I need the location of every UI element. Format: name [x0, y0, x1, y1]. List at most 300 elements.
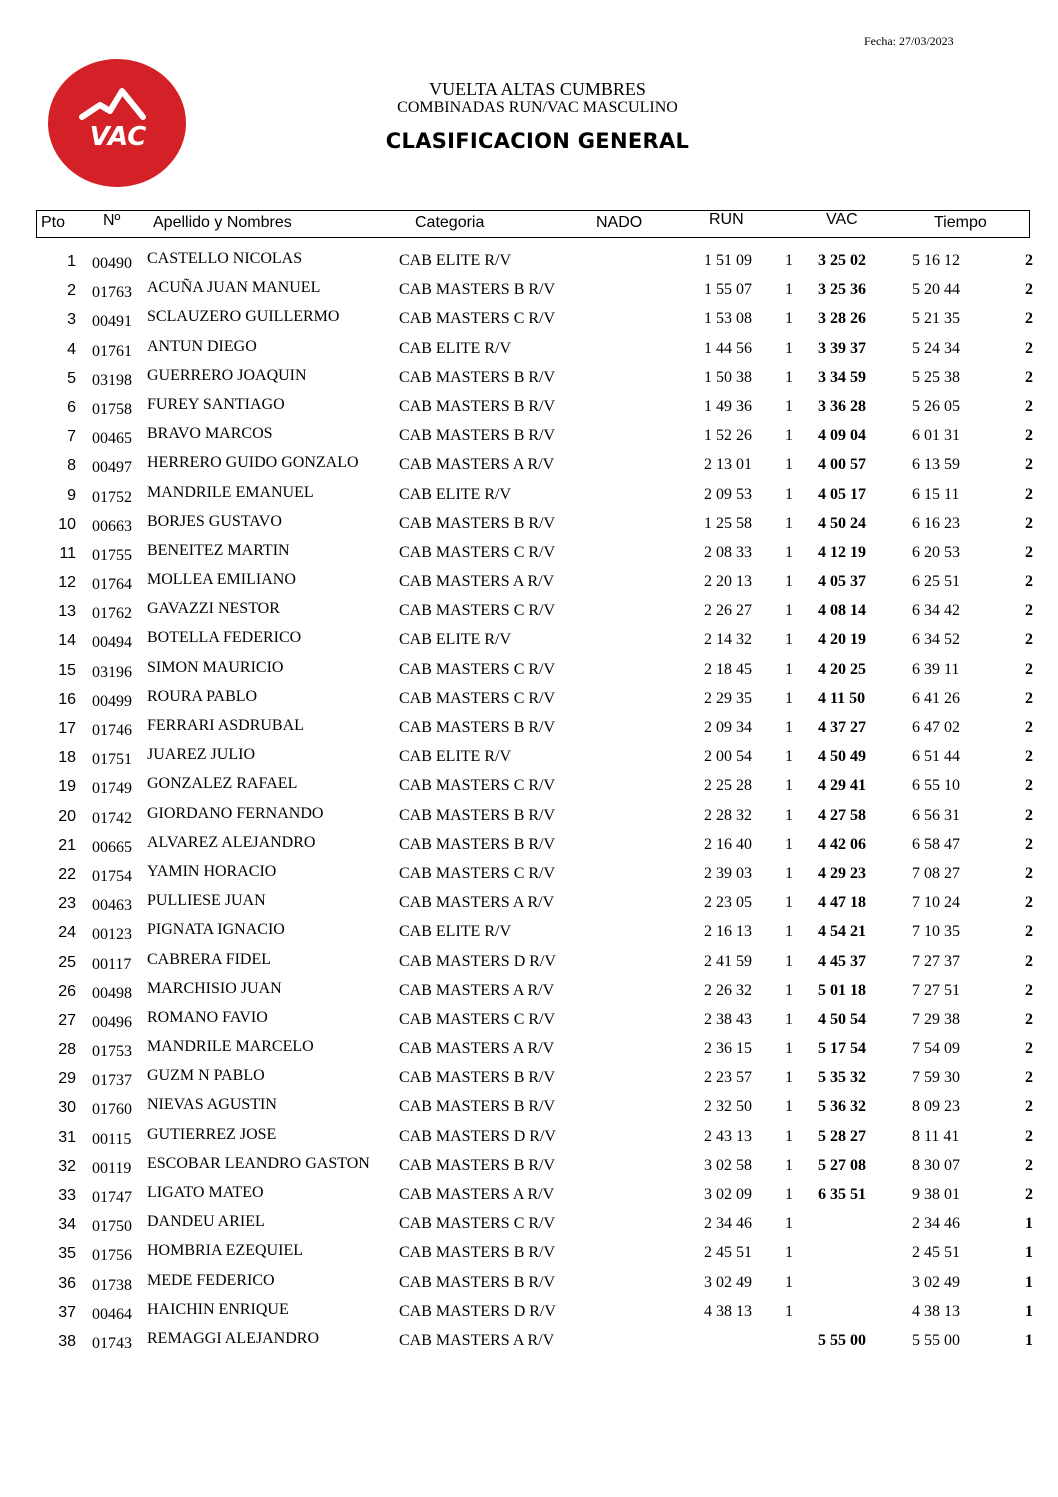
- position: 38: [58, 1332, 76, 1350]
- table-row: [0, 657, 1058, 686]
- position: 6: [67, 398, 76, 416]
- bib-number: 01758: [92, 400, 132, 418]
- athlete-name: FERRARI ASDRUBAL: [147, 717, 304, 734]
- table-row: [0, 1124, 1058, 1153]
- run-time: 3 02 58: [704, 1156, 752, 1174]
- athlete-name: BRAVO MARCOS: [147, 425, 273, 443]
- event-title: VUELTA ALTAS CUMBRES: [429, 79, 646, 99]
- category: CAB MASTERS D R/V: [399, 952, 556, 970]
- bib-number: 01753: [92, 1043, 132, 1061]
- run-count: 1: [785, 835, 793, 853]
- events-count: 2: [1025, 427, 1033, 445]
- run-time: 2 09 53: [704, 485, 752, 503]
- bib-number: 00490: [92, 255, 132, 272]
- bib-number: 01751: [92, 751, 132, 769]
- vac-time: 4 45 37: [818, 952, 866, 970]
- category: CAB MASTERS B R/V: [399, 281, 556, 299]
- athlete-name: CASTELLO NICOLAS: [147, 250, 303, 267]
- position: 33: [58, 1187, 76, 1204]
- events-count: 2: [1025, 894, 1033, 912]
- vac-time: 4 50 54: [818, 1010, 866, 1028]
- category: CAB MASTERS C R/V: [399, 543, 556, 561]
- bib-number: 03198: [92, 371, 132, 389]
- table-row: [0, 744, 1058, 773]
- bib-number: 00665: [92, 838, 132, 856]
- category: CAB MASTERS A R/V: [399, 573, 555, 591]
- category: CAB MASTERS B R/V: [399, 835, 556, 853]
- athlete-name: HAICHIN ENRIQUE: [147, 1300, 289, 1318]
- bib-number: 00496: [92, 1013, 132, 1031]
- table-row: [0, 277, 1058, 306]
- table-row: [0, 861, 1058, 890]
- position: 19: [58, 778, 76, 796]
- run-time: 2 26 27: [704, 602, 752, 620]
- col-tiempo: Tiempo: [934, 214, 987, 231]
- category: CAB MASTERS B R/V: [399, 1069, 556, 1087]
- athlete-name: SIMON MAURICIO: [147, 658, 284, 676]
- run-time: 1 25 58: [704, 514, 752, 532]
- run-count: 1: [785, 660, 793, 678]
- athlete-name: YAMIN HORACIO: [147, 862, 277, 880]
- run-count: 1: [785, 952, 793, 970]
- vac-time: 4 08 14: [818, 602, 866, 620]
- bib-number: 00464: [92, 1305, 132, 1323]
- total-time: 6 15 11: [912, 485, 960, 503]
- athlete-name: MEDE FEDERICO: [147, 1271, 275, 1289]
- table-row: [0, 773, 1058, 802]
- run-count: 1: [785, 339, 793, 357]
- table-row: [0, 598, 1058, 627]
- events-count: 1: [1025, 1273, 1033, 1291]
- vac-time: 4 20 19: [818, 631, 866, 649]
- run-count: 1: [785, 806, 793, 824]
- total-time: 7 08 27: [912, 864, 960, 882]
- total-time: 7 10 24: [912, 894, 960, 912]
- vac-time: 4 54 21: [818, 923, 866, 941]
- run-time: 2 43 13: [704, 1127, 752, 1145]
- table-row: [0, 306, 1058, 335]
- run-time: 2 00 54: [704, 748, 752, 766]
- bib-number: 01749: [92, 780, 132, 798]
- bib-number: 00463: [92, 897, 132, 915]
- vac-logo: [48, 59, 188, 189]
- table-row: [0, 452, 1058, 481]
- run-count: 1: [785, 543, 793, 561]
- logo-text: VAC: [89, 122, 147, 152]
- vac-time: 4 11 50: [818, 689, 866, 707]
- category: CAB MASTERS A R/V: [399, 1186, 555, 1203]
- run-time: 2 08 33: [704, 543, 752, 561]
- category: CAB MASTERS C R/V: [399, 1215, 556, 1233]
- bib-number: 01756: [92, 1247, 132, 1265]
- table-row: [0, 569, 1058, 598]
- table-row: [0, 715, 1058, 744]
- events-count: 2: [1025, 923, 1033, 941]
- position: 11: [59, 544, 76, 562]
- table-row: [0, 919, 1058, 948]
- run-time: 2 16 40: [704, 835, 752, 853]
- total-time: 2 45 51: [912, 1244, 960, 1262]
- bib-number: 01762: [92, 605, 132, 623]
- table-row: [0, 890, 1058, 919]
- run-time: 2 20 13: [704, 573, 752, 591]
- category: CAB ELITE R/V: [399, 748, 511, 766]
- vac-time: 5 55 00: [818, 1331, 866, 1349]
- vac-time: 4 05 37: [818, 573, 866, 591]
- total-time: 8 30 07: [912, 1156, 960, 1174]
- total-time: 6 25 51: [912, 573, 960, 591]
- position: 22: [58, 865, 76, 883]
- category: CAB MASTERS B R/V: [399, 1098, 556, 1116]
- position: 25: [58, 953, 76, 971]
- bib-number: 01737: [92, 1072, 132, 1090]
- run-count: 1: [785, 923, 793, 941]
- vac-time: 4 27 58: [818, 806, 866, 824]
- total-time: 6 34 42: [912, 602, 960, 620]
- table-row: [0, 1299, 1058, 1328]
- position: 16: [58, 690, 76, 708]
- athlete-name: ALVAREZ ALEJANDRO: [147, 833, 316, 851]
- events-count: 2: [1025, 602, 1033, 620]
- run-count: 1: [785, 1040, 793, 1058]
- total-time: 6 56 31: [912, 806, 960, 824]
- category: CAB MASTERS C R/V: [399, 1010, 556, 1028]
- athlete-name: NIEVAS AGUSTIN: [147, 1096, 277, 1114]
- position: 36: [58, 1274, 76, 1292]
- athlete-name: ROMANO FAVIO: [147, 1008, 268, 1026]
- category: CAB MASTERS C R/V: [399, 777, 556, 795]
- position: 15: [58, 661, 76, 679]
- vac-time: 5 36 32: [818, 1098, 866, 1116]
- total-time: 8 09 23: [912, 1098, 960, 1116]
- run-time: 2 23 57: [704, 1069, 752, 1087]
- category: CAB ELITE R/V: [399, 485, 511, 503]
- category: CAB MASTERS C R/V: [399, 310, 556, 328]
- athlete-name: PULLIESE JUAN: [147, 892, 266, 910]
- table-row: [0, 978, 1058, 1007]
- events-count: 2: [1025, 310, 1033, 328]
- position: 20: [58, 807, 76, 825]
- total-time: 6 01 31: [912, 427, 960, 445]
- bib-number: 00115: [92, 1130, 132, 1148]
- athlete-name: GONZALEZ RAFAEL: [147, 775, 298, 793]
- position: 17: [58, 720, 76, 737]
- run-count: 1: [785, 631, 793, 649]
- run-count: 1: [785, 456, 793, 474]
- position: 10: [58, 515, 76, 533]
- category: CAB ELITE R/V: [399, 923, 511, 941]
- position: 35: [58, 1245, 76, 1263]
- run-time: 2 18 45: [704, 660, 752, 678]
- table-row: [0, 1182, 1058, 1211]
- col-cat: Categoria: [415, 214, 485, 231]
- total-time: 6 16 23: [912, 514, 960, 532]
- bib-number: 01755: [92, 546, 132, 564]
- run-count: 1: [785, 1010, 793, 1028]
- position: 34: [58, 1216, 76, 1234]
- athlete-name: MARCHISIO JUAN: [147, 979, 282, 997]
- table-row: [0, 686, 1058, 715]
- run-count: 1: [785, 864, 793, 882]
- col-run: RUN: [709, 211, 744, 228]
- run-count: 1: [785, 1127, 793, 1145]
- vac-time: 4 12 19: [818, 543, 866, 561]
- total-time: 5 16 12: [912, 252, 960, 269]
- col-nado: NADO: [596, 214, 643, 231]
- events-count: 2: [1025, 485, 1033, 503]
- position: 12: [58, 574, 76, 592]
- category: CAB MASTERS B R/V: [399, 368, 556, 386]
- total-time: 7 27 51: [912, 981, 960, 999]
- category: CAB MASTERS B R/V: [399, 1244, 556, 1262]
- events-count: 2: [1025, 397, 1033, 415]
- col-vac: VAC: [826, 211, 858, 228]
- vac-time: 4 47 18: [818, 894, 866, 912]
- event-subtitle: COMBINADAS RUN/VAC MASCULINO: [397, 99, 678, 116]
- total-time: 6 39 11: [912, 660, 960, 678]
- athlete-name: ESCOBAR LEANDRO GASTON: [147, 1154, 370, 1172]
- category: CAB MASTERS B R/V: [399, 719, 556, 736]
- run-time: 1 52 26: [704, 427, 752, 445]
- position: 21: [58, 836, 76, 854]
- events-count: 2: [1025, 573, 1033, 591]
- bib-number: 00494: [92, 634, 132, 652]
- position: 2: [67, 282, 76, 300]
- bib-number: 00491: [92, 313, 132, 331]
- position: 3: [67, 311, 76, 329]
- vac-time: 4 00 57: [818, 456, 866, 474]
- table-row: [0, 248, 1058, 277]
- athlete-name: PIGNATA IGNACIO: [147, 921, 285, 939]
- events-count: 1: [1025, 1244, 1033, 1262]
- total-time: 6 58 47: [912, 835, 960, 853]
- total-time: 5 55 00: [912, 1331, 960, 1349]
- bib-number: 01752: [92, 488, 132, 506]
- total-time: 6 55 10: [912, 777, 960, 795]
- events-count: 1: [1025, 1331, 1033, 1349]
- events-count: 2: [1025, 281, 1033, 299]
- total-time: 5 25 38: [912, 368, 960, 386]
- events-count: 2: [1025, 1098, 1033, 1116]
- vac-time: 3 34 59: [818, 368, 866, 386]
- run-count: 1: [785, 1156, 793, 1174]
- events-count: 2: [1025, 806, 1033, 824]
- table-row: [0, 1094, 1058, 1123]
- run-time: 2 28 32: [704, 806, 752, 824]
- table-row: [0, 511, 1058, 540]
- bib-number: 03196: [92, 663, 132, 681]
- category: CAB MASTERS A R/V: [399, 456, 555, 474]
- run-time: 1 44 56: [704, 339, 752, 357]
- athlete-name: BORJES GUSTAVO: [147, 512, 282, 530]
- run-time: 1 53 08: [704, 310, 752, 328]
- run-count: 1: [785, 252, 793, 269]
- athlete-name: REMAGGI ALEJANDRO: [147, 1329, 319, 1347]
- athlete-name: GUERRERO JOAQUIN: [147, 366, 307, 384]
- total-time: 6 47 02: [912, 719, 960, 736]
- col-num: Nº: [103, 212, 121, 229]
- total-time: 2 34 46: [912, 1215, 960, 1233]
- title-block: [330, 80, 745, 153]
- table-row: [0, 949, 1058, 978]
- run-time: 2 36 15: [704, 1040, 752, 1058]
- position: 37: [58, 1303, 76, 1321]
- run-time: 4 38 13: [704, 1302, 752, 1320]
- table-row: [0, 1328, 1058, 1357]
- total-time: 7 29 38: [912, 1010, 960, 1028]
- position: 4: [67, 340, 76, 358]
- bib-number: 01763: [92, 284, 132, 302]
- vac-time: 3 36 28: [818, 397, 866, 415]
- position: 26: [58, 982, 76, 1000]
- position: 27: [58, 1011, 76, 1029]
- run-time: 2 45 51: [704, 1244, 752, 1262]
- page-title: CLASIFICACION GENERAL: [385, 129, 690, 153]
- category: CAB MASTERS B R/V: [399, 397, 556, 415]
- table-row: [0, 1211, 1058, 1240]
- category: CAB MASTERS A R/V: [399, 894, 555, 912]
- total-time: 5 21 35: [912, 310, 960, 328]
- position: 28: [58, 1041, 76, 1059]
- run-time: 2 29 35: [704, 689, 752, 707]
- table-header: [36, 210, 1030, 238]
- events-count: 2: [1025, 1127, 1033, 1145]
- events-count: 2: [1025, 543, 1033, 561]
- run-count: 1: [785, 1098, 793, 1116]
- events-count: 2: [1025, 1156, 1033, 1174]
- events-count: 2: [1025, 368, 1033, 386]
- position: 24: [58, 924, 76, 942]
- run-count: 1: [785, 602, 793, 620]
- run-time: 2 14 32: [704, 631, 752, 649]
- athlete-name: JUAREZ JULIO: [147, 746, 255, 764]
- run-time: 3 02 49: [704, 1273, 752, 1291]
- events-count: 2: [1025, 339, 1033, 357]
- total-time: 7 54 09: [912, 1040, 960, 1058]
- vac-time: 4 09 04: [818, 427, 866, 445]
- run-count: 1: [785, 894, 793, 912]
- run-count: 1: [785, 310, 793, 328]
- position: 32: [58, 1157, 76, 1175]
- table-row: [0, 1153, 1058, 1182]
- position: 5: [67, 369, 76, 387]
- athlete-name: LIGATO MATEO: [147, 1184, 264, 1201]
- bib-number: 01760: [92, 1101, 132, 1119]
- run-time: 2 16 13: [704, 923, 752, 941]
- category: CAB MASTERS D R/V: [399, 1127, 556, 1145]
- category: CAB MASTERS C R/V: [399, 689, 556, 707]
- athlete-name: MANDRILE EMANUEL: [147, 483, 314, 501]
- athlete-name: ACUÑA JUAN MANUEL: [147, 279, 321, 297]
- bib-number: 00123: [92, 926, 132, 944]
- vac-time: 6 35 51: [818, 1186, 866, 1203]
- table-row: [0, 1007, 1058, 1036]
- bib-number: 00119: [92, 1159, 132, 1177]
- position: 7: [67, 428, 76, 446]
- bib-number: 01747: [92, 1189, 132, 1206]
- athlete-name: FUREY SANTIAGO: [147, 395, 285, 413]
- bib-number: 01743: [92, 1334, 132, 1352]
- events-count: 1: [1025, 1215, 1033, 1233]
- position: 1: [67, 253, 76, 270]
- run-time: 2 32 50: [704, 1098, 752, 1116]
- events-count: 2: [1025, 689, 1033, 707]
- vac-time: 3 28 26: [818, 310, 866, 328]
- vac-time: 4 50 24: [818, 514, 866, 532]
- bib-number: 01746: [92, 722, 132, 739]
- vac-time: 4 37 27: [818, 719, 866, 736]
- athlete-name: GAVAZZI NESTOR: [147, 600, 280, 618]
- table-row: [0, 423, 1058, 452]
- table-row: [0, 482, 1058, 511]
- table-row: [0, 1036, 1058, 1065]
- events-count: 2: [1025, 748, 1033, 766]
- run-count: 1: [785, 1273, 793, 1291]
- position: 29: [58, 1070, 76, 1088]
- events-count: 2: [1025, 660, 1033, 678]
- run-time: 1 51 09: [704, 252, 752, 269]
- run-time: 2 09 34: [704, 719, 752, 736]
- events-count: 2: [1025, 981, 1033, 999]
- athlete-name: CABRERA FIDEL: [147, 950, 272, 968]
- events-count: 2: [1025, 456, 1033, 474]
- athlete-name: BENEITEZ MARTIN: [147, 541, 290, 559]
- vac-time: 5 01 18: [818, 981, 866, 999]
- category: CAB MASTERS D R/V: [399, 1302, 556, 1320]
- vac-time: 4 29 23: [818, 864, 866, 882]
- athlete-name: MOLLEA EMILIANO: [147, 571, 296, 589]
- category: CAB MASTERS B R/V: [399, 427, 556, 445]
- athlete-name: HERRERO GUIDO GONZALO: [147, 454, 359, 472]
- category: CAB MASTERS A R/V: [399, 1040, 555, 1058]
- bib-number: 01764: [92, 576, 132, 594]
- events-count: 2: [1025, 835, 1033, 853]
- vac-time: 4 42 06: [818, 835, 866, 853]
- events-count: 2: [1025, 864, 1033, 882]
- vac-time: 4 29 41: [818, 777, 866, 795]
- run-time: 3 02 09: [704, 1186, 752, 1203]
- vac-time: 3 25 36: [818, 281, 866, 299]
- category: CAB ELITE R/V: [399, 631, 511, 649]
- category: CAB MASTERS B R/V: [399, 1156, 556, 1174]
- category: CAB MASTERS C R/V: [399, 602, 556, 620]
- run-count: 1: [785, 1302, 793, 1320]
- table-row: [0, 627, 1058, 656]
- total-time: 8 11 41: [912, 1127, 960, 1145]
- category: CAB MASTERS B R/V: [399, 806, 556, 824]
- vac-time: 5 28 27: [818, 1127, 866, 1145]
- category: CAB MASTERS C R/V: [399, 660, 556, 678]
- athlete-name: BOTELLA FEDERICO: [147, 629, 302, 647]
- run-time: 2 25 28: [704, 777, 752, 795]
- vac-time: 3 25 02: [818, 252, 866, 269]
- run-count: 1: [785, 689, 793, 707]
- run-count: 1: [785, 573, 793, 591]
- athlete-name: ROURA PABLO: [147, 687, 258, 705]
- bib-number: 01738: [92, 1276, 132, 1294]
- category: CAB ELITE R/V: [399, 252, 511, 269]
- vac-time: 4 50 49: [818, 748, 866, 766]
- position: 8: [67, 457, 76, 475]
- run-time: 2 26 32: [704, 981, 752, 999]
- total-time: 5 26 05: [912, 397, 960, 415]
- events-count: 2: [1025, 631, 1033, 649]
- run-time: 1 49 36: [704, 397, 752, 415]
- table-row: [0, 394, 1058, 423]
- position: 14: [58, 632, 76, 650]
- events-count: 2: [1025, 777, 1033, 795]
- category: CAB MASTERS B R/V: [399, 514, 556, 532]
